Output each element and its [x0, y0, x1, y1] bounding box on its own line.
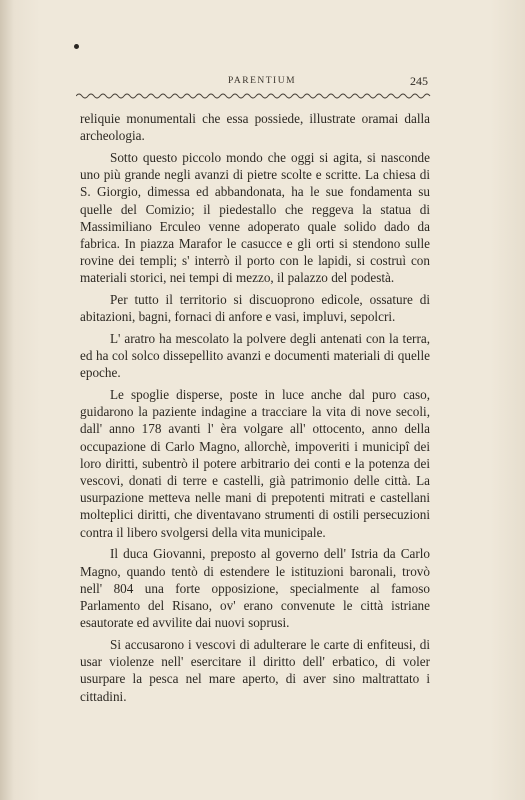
ink-dot [74, 44, 79, 49]
body-text [80, 110, 430, 705]
paragraph-5: Le spoglie disperse, poste in luce anche dal puro caso, guidarono la paziente indagine a tracciare la vita di nove secoli, dall' anno 178 avanti l' èra volgare all' ottocento, anno della occupazione di Carlo Magno, allorchè, impoveriti i municipî dei loro diritti, subentrò il potere arbitrario dei conti e la potenza dei vescovi, donati di terre e castelli, già patrimonio delle città. La usurpazione metteva nelle mani di prepotenti mitrati e castellani molteplici diritti, che diventavano strumenti di ostili persecuzioni contra il libero svolgersi della vita municipale. [80, 387, 430, 540]
decorative-wavy-rule [76, 92, 432, 100]
running-head [96, 76, 428, 90]
paragraph-6: Il duca Giovanni, preposto al governo dell' Istria da Carlo Magno, quando tentò di estendere le istituzioni baronali, trovò nell' 804 una forte opposizione, specialmente al famoso Parlamento del Risano, ov' erano convenute le città istriane esautorate ed avvilite dai nuovi soprusi. [80, 546, 430, 631]
paragraph-2: Sotto questo piccolo mondo che oggi si agita, si nasconde uno più grande negli avanzi di pietre scolte e scritte. La chiesa di S. Giorgio, dimessa ed abbandonata, ha le sue fondamenta su quelle del Comizio; il piedestallo che reggeva la statua di Massimiliano Erculeo venne adoperato quale solido dado da fabrica. In piazza Marafor le casucce e gli orti si stendono sulle rovine dei templi; s' interrò il porto con le lapidi, si costruì con materiali storici, nei tempi di mezzo, il palazzo del podestà. [80, 149, 430, 286]
paragraph-3: Per tutto il territorio si discuoprono edicole, ossature di abitazioni, bagni, fornaci di anfore e vasi, impluvi, sepolcri. [80, 292, 430, 325]
paragraph-7: Si accusarono i vescovi di adulterare le carte di enfiteusi, di usar violenze nell' esercitare il diritto dell' erbatico, di voler usurpare la pesca nel mare aperto, di aver sino maltrattato i cittadini. [80, 636, 430, 704]
paragraph-4: L' aratro ha mescolato la polvere degli antenati con la terra, ed ha col solco dissepellito avanzi e documenti materiali di quelle epoche. [80, 330, 430, 381]
page-number: 245 [410, 74, 428, 88]
running-title: PARENTIUM [227, 76, 297, 86]
paragraph-1: reliquie monumentali che essa possiede, illustrate oramai dalla archeologia. [80, 111, 430, 144]
